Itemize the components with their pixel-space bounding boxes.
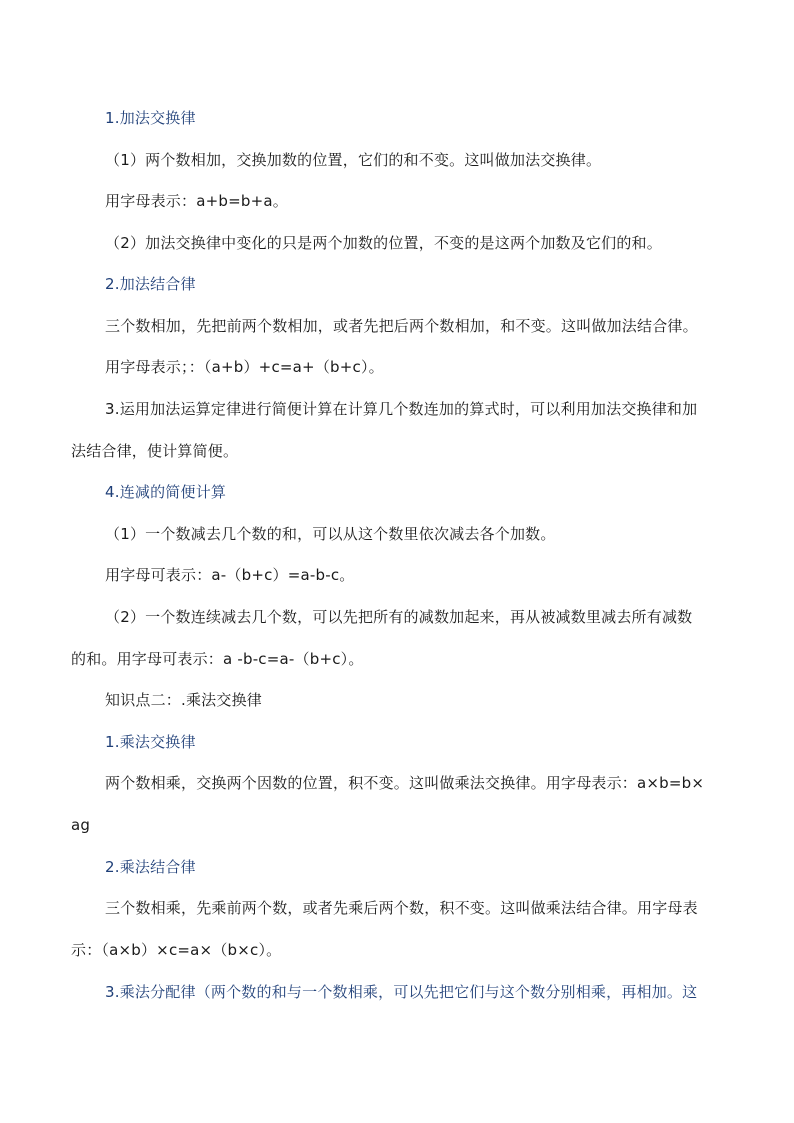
- paragraph-line: ag: [71, 816, 91, 834]
- paragraph-line: （2）加法交换律中变化的只是两个加数的位置，不变的是这两个加数及它们的和。: [105, 234, 662, 252]
- heading-consecutive-subtraction: 4.连减的简便计算: [105, 483, 227, 501]
- heading-addition-commutative: 1.加法交换律: [105, 109, 196, 127]
- heading-multiplication-distributive: 3.乘法分配律（两个数的和与一个数相乘，可以先把它们与这个数分别相乘，再相加。这: [105, 983, 698, 1001]
- formula-line: 用字母表示：a+b=b+a。: [105, 192, 288, 210]
- formula-line: 用字母表示；：（a+b）+c=a+（b+c）。: [105, 358, 384, 376]
- paragraph-line: （1）两个数相加，交换加数的位置，它们的和不变。这叫做加法交换律。: [105, 151, 602, 169]
- heading-multiplication-associative: 2.乘法结合律: [105, 858, 196, 876]
- paragraph-line: 法结合律，使计算简便。: [71, 442, 239, 460]
- paragraph-line: 三个数相乘，先乘前两个数，或者先乘后两个数，积不变。这叫做乘法结合律。用字母表: [105, 899, 698, 917]
- paragraph-line: 3.运用加法运算定律进行简便计算在计算几个数连加的算式时，可以利用加法交换律和加: [105, 400, 698, 418]
- paragraph-line: 两个数相乘，交换两个因数的位置，积不变。这叫做乘法交换律。用字母表示：a×b=b×: [105, 774, 705, 792]
- knowledge-point-title: 知识点二：.乘法交换律: [105, 691, 262, 709]
- paragraph-line: （2）一个数连续减去几个数，可以先把所有的减数加起来，再从被减数里减去所有减数: [105, 608, 693, 626]
- paragraph-line: 三个数相加，先把前两个数相加，或者先把后两个数相加，和不变。这叫做加法结合律。: [105, 317, 698, 335]
- formula-line: 用字母可表示：a-（b+c）=a-b-c。: [105, 566, 355, 584]
- heading-addition-associative: 2.加法结合律: [105, 275, 196, 293]
- heading-multiplication-commutative: 1.乘法交换律: [105, 733, 196, 751]
- paragraph-line: 的和。用字母可表示：a -b-c=a-（b+c）。: [71, 650, 364, 668]
- paragraph-line: （1）一个数减去几个数的和，可以从这个数里依次减去各个加数。: [105, 525, 556, 543]
- paragraph-line: 示：（a×b）×c=a×（b×c）。: [71, 941, 282, 959]
